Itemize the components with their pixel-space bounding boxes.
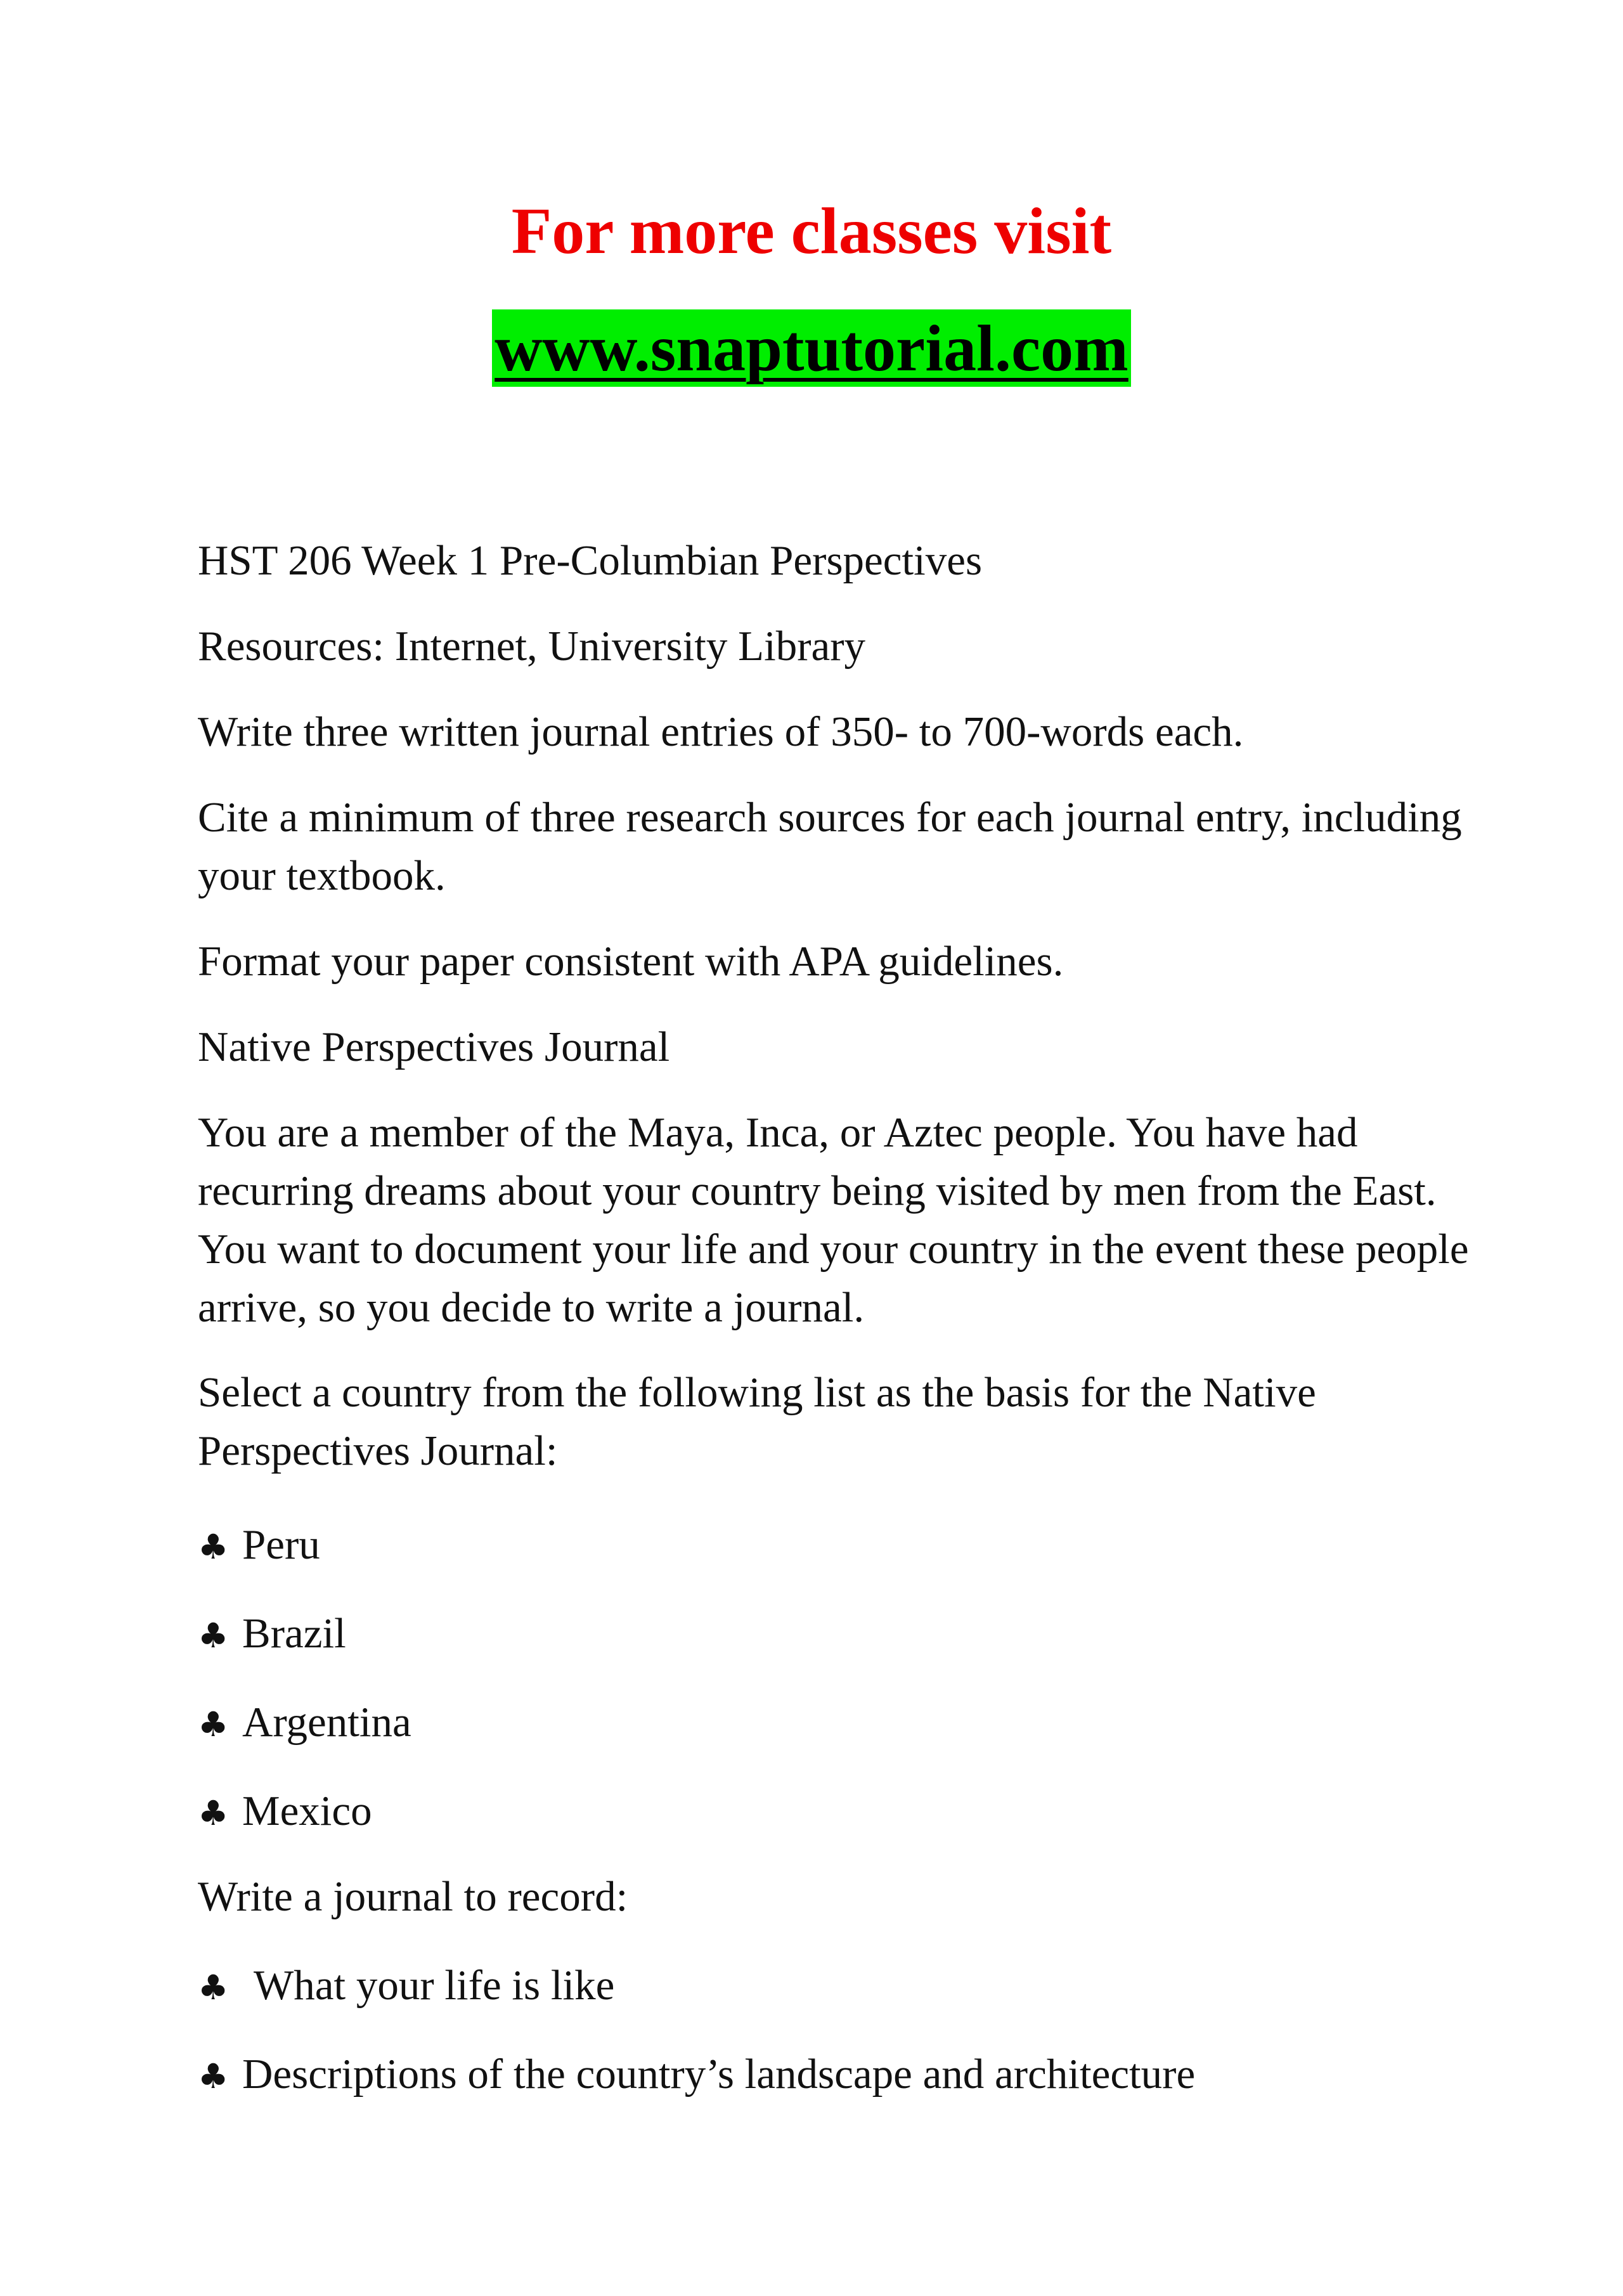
instruction-format: Format your paper consistent with APA guidelines. xyxy=(198,938,1064,985)
list-item-label: Argentina xyxy=(242,1699,411,1746)
club-icon: ♣ xyxy=(198,2056,229,2096)
list-item xyxy=(198,2045,1195,2106)
instruction-entries: Write three written journal entries of 350- to 700-words each. xyxy=(198,708,1244,755)
section-heading: Native Perspectives Journal xyxy=(198,1023,670,1070)
club-icon: ♣ xyxy=(198,1968,229,2007)
instruction-cite: Cite a minimum of three research sources for each journal entry, including your textbook. xyxy=(198,794,1462,899)
list-item xyxy=(198,1515,320,1576)
record-prompt: Write a journal to record: xyxy=(198,1873,628,1920)
club-icon: ♣ xyxy=(198,1527,229,1567)
course-title: HST 206 Week 1 Pre-Columbian Perspectives xyxy=(198,537,983,584)
club-icon: ♣ xyxy=(198,1616,229,1656)
club-icon: ♣ xyxy=(198,1793,229,1833)
list-item xyxy=(198,1693,411,1754)
promo-link[interactable]: www.snaptutorial.com xyxy=(492,309,1131,387)
resources-line: Resources: Internet, University Library xyxy=(198,623,866,670)
promo-link-container xyxy=(0,309,1623,387)
list-item xyxy=(198,1782,372,1843)
list-item-label: What your life is like xyxy=(254,1962,615,2009)
list-item-label: Descriptions of the country’s landscape and architecture xyxy=(242,2051,1196,2098)
list-item-label: Peru xyxy=(242,1521,320,1568)
club-icon: ♣ xyxy=(198,1704,229,1744)
list-item xyxy=(198,1604,346,1665)
list-item-label: Brazil xyxy=(242,1610,346,1657)
scenario-paragraph: You are a member of the Maya, Inca, or Aztec people. You have had recurring dreams about your country being visited by men from the East. You want to document your life and your country in the event these people arrive, so you decide to write a journal. xyxy=(198,1109,1469,1331)
select-prompt: Select a country from the following list as the basis for the Native Perspectives Journal: xyxy=(198,1369,1316,1474)
list-item xyxy=(198,1956,614,2017)
list-item-label: Mexico xyxy=(242,1787,372,1834)
promo-title: For more classes visit xyxy=(511,195,1112,268)
